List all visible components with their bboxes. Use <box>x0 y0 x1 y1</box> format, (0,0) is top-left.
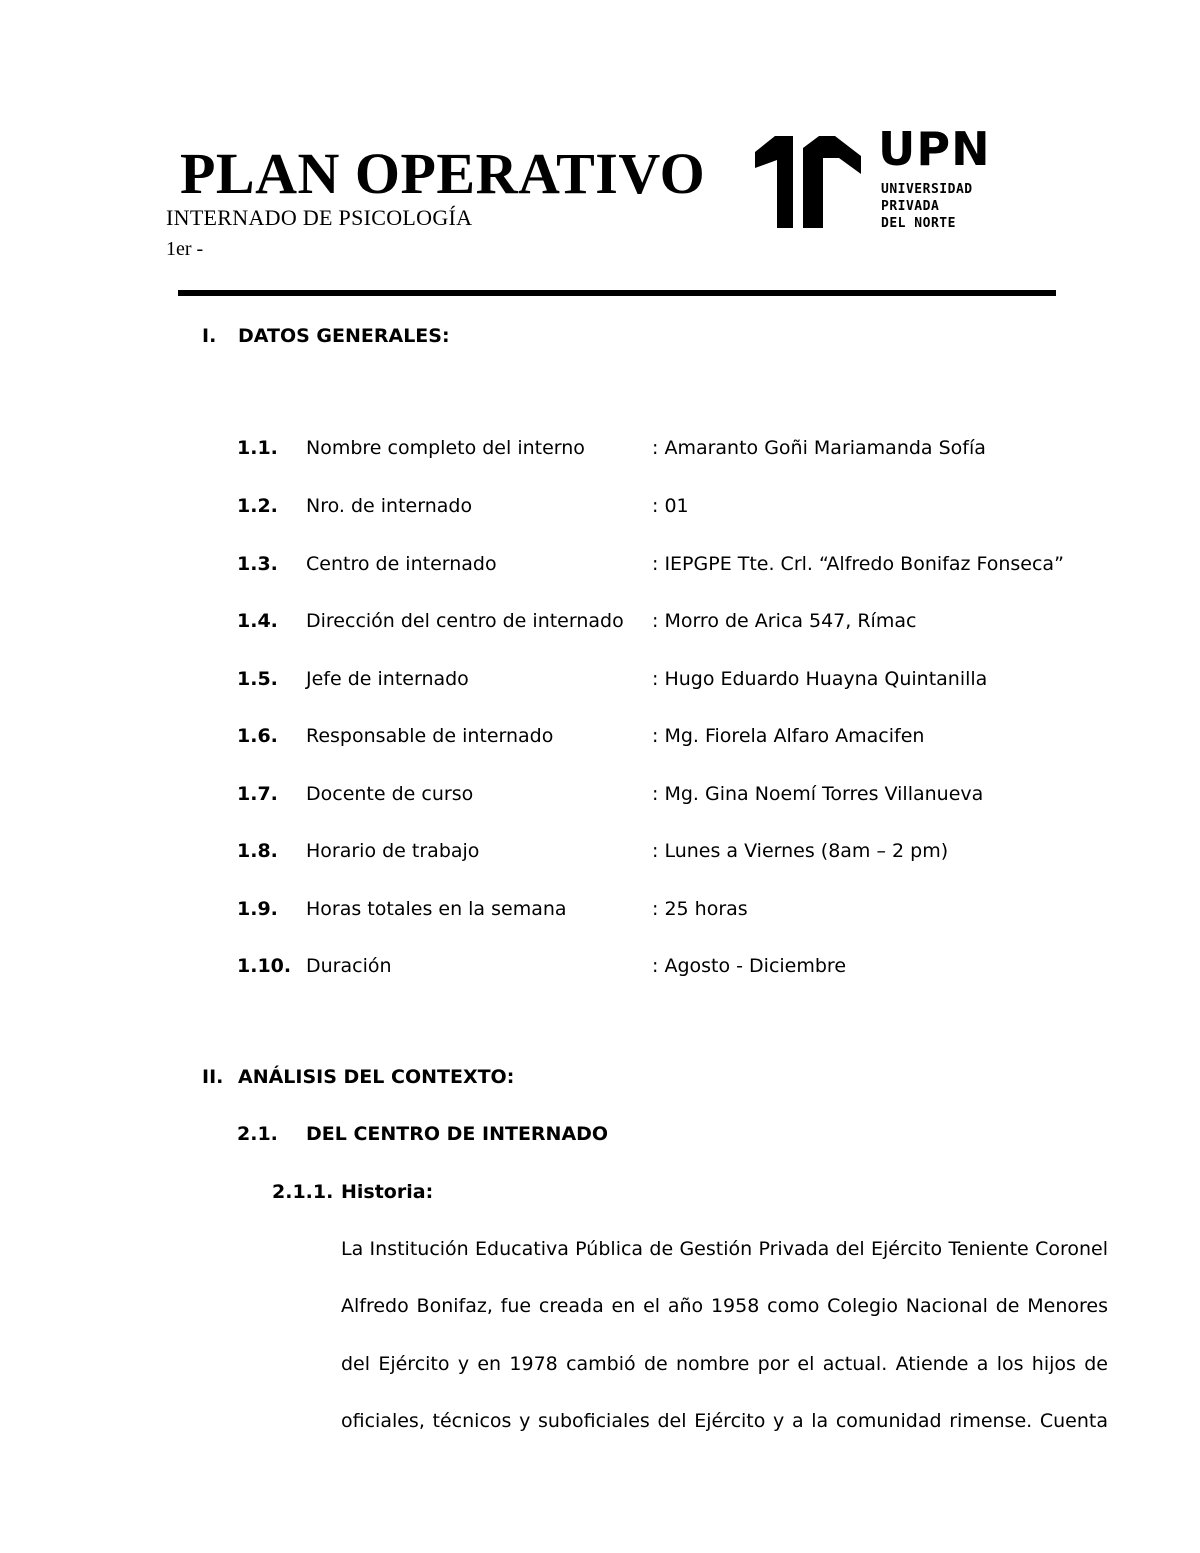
item-value: : Morro de Arica 547, Rímac <box>652 610 917 632</box>
item-value: : 01 <box>652 495 689 517</box>
item-label: Docente de curso <box>306 783 474 805</box>
data-row <box>237 783 1137 811</box>
data-row <box>237 898 1137 926</box>
paragraph-line: La Institución Educativa Pública de Gestión Privada del Ejército Teniente Coronel <box>341 1238 1108 1260</box>
logo-line-2: PRIVADA <box>881 199 940 214</box>
section-number: II. <box>202 1066 224 1088</box>
data-row <box>237 610 1137 638</box>
logo-brand-text: UPN <box>878 122 991 176</box>
item-label: Responsable de internado <box>306 725 554 747</box>
item-value: : IEPGPE Tte. Crl. “Alfredo Bonifaz Fonseca” <box>652 553 1064 575</box>
item-number: 1.1. <box>237 437 278 459</box>
item-number: 1.5. <box>237 668 278 690</box>
upn-arrow-mark-icon <box>753 130 863 230</box>
document-title: PLAN OPERATIVO <box>180 141 706 206</box>
document-period: 1er - <box>166 238 204 260</box>
item-value: : Mg. Gina Noemí Torres Villanueva <box>652 783 984 805</box>
item-number: 1.7. <box>237 783 278 805</box>
data-row <box>237 553 1137 581</box>
item-label: Duración <box>306 955 392 977</box>
data-row <box>237 495 1137 523</box>
upn-logo <box>745 120 1005 235</box>
item-number: 1.3. <box>237 553 278 575</box>
item-number: 1.4. <box>237 610 278 632</box>
data-row <box>237 725 1137 753</box>
section-title: DATOS GENERALES: <box>238 325 450 347</box>
data-row <box>237 840 1137 868</box>
item-value: : Mg. Fiorela Alfaro Amacifen <box>652 725 925 747</box>
data-row <box>237 955 1137 983</box>
section-number: I. <box>202 325 217 347</box>
subsubsection-title: Historia: <box>341 1181 434 1203</box>
item-label: Jefe de internado <box>306 668 469 690</box>
item-value: : Agosto - Diciembre <box>652 955 847 977</box>
paragraph-line: oficiales, técnicos y suboficiales del Ejército y a la comunidad rimense. Cuenta <box>341 1410 1108 1432</box>
item-label: Horas totales en la semana <box>306 898 567 920</box>
item-number: 1.8. <box>237 840 278 862</box>
item-number: 1.6. <box>237 725 278 747</box>
item-label: Horario de trabajo <box>306 840 480 862</box>
header-divider <box>178 290 1056 296</box>
paragraph-line: Alfredo Bonifaz, fue creada en el año 1958 como Colegio Nacional de Menores <box>341 1295 1108 1317</box>
item-label: Centro de internado <box>306 553 497 575</box>
subsubsection-number: 2.1.1. <box>272 1181 334 1203</box>
item-label: Dirección del centro de internado <box>306 610 624 632</box>
item-label: Nro. de internado <box>306 495 473 517</box>
subsection-title: DEL CENTRO DE INTERNADO <box>306 1123 609 1145</box>
section-title: ANÁLISIS DEL CONTEXTO: <box>238 1066 515 1088</box>
data-row <box>237 437 1137 465</box>
item-number: 1.9. <box>237 898 278 920</box>
item-number: 1.2. <box>237 495 278 517</box>
logo-line-1: UNIVERSIDAD <box>881 182 973 197</box>
logo-line-3: DEL NORTE <box>881 216 956 231</box>
item-label: Nombre completo del interno <box>306 437 585 459</box>
item-value: : 25 horas <box>652 898 748 920</box>
data-row <box>237 668 1137 696</box>
item-value: : Lunes a Viernes (8am – 2 pm) <box>652 840 949 862</box>
item-value: : Amaranto Goñi Mariamanda Sofía <box>652 437 986 459</box>
item-number: 1.10. <box>237 955 292 977</box>
subsection-number: 2.1. <box>237 1123 278 1145</box>
item-value: : Hugo Eduardo Huayna Quintanilla <box>652 668 988 690</box>
document-subtitle: INTERNADO DE PSICOLOGÍA <box>166 205 473 230</box>
paragraph-line: del Ejército y en 1978 cambió de nombre por el actual. Atiende a los hijos de <box>341 1353 1108 1375</box>
